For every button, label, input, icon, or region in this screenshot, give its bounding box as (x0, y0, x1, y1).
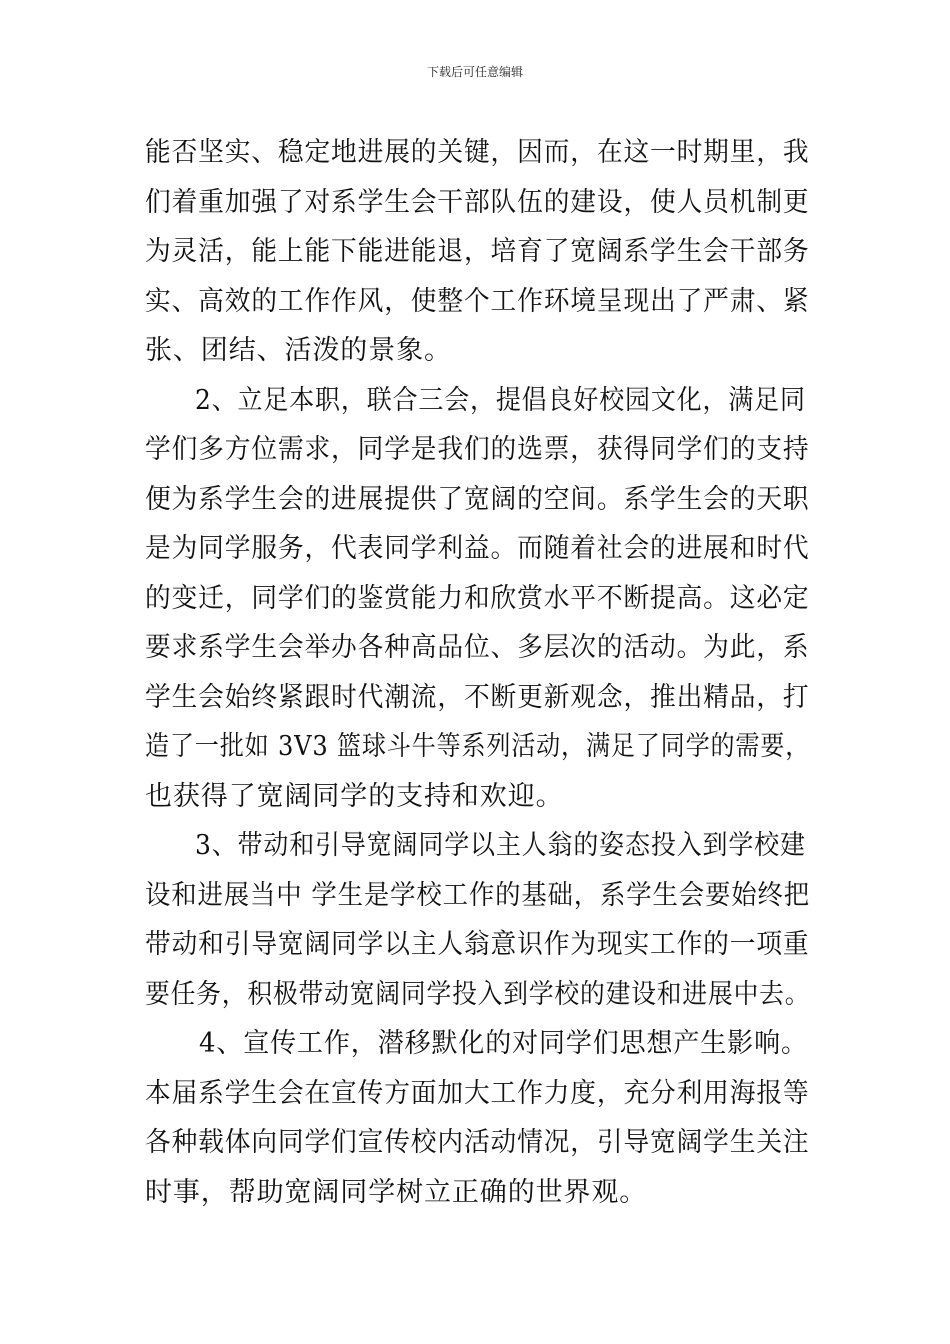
text-line: 张、团结、活泼的景象。 (145, 335, 452, 366)
text-line: 也获得了宽阔同学的支持和欢迎。 (145, 780, 564, 812)
page-header-note: 下载后可任意编辑 (426, 65, 523, 79)
text-line: 要任务，积极带动宽阔同学投入到学校的建设和进展中去。 (145, 978, 811, 1010)
text-line: 本届系学生会在宣传方面加大工作力度，充分利用海报等 (145, 1077, 810, 1109)
text-line: 学生会始终紧跟时代潮流，不断更新观念，推出精品，打 (145, 681, 810, 713)
text-line: 造了一批如 3V3 篮球斗牛等系列活动，满足了同学的需要， (145, 731, 811, 762)
text-line: 时事，帮助宽阔同学树立正确的世界观。 (145, 1176, 648, 1208)
text-line: 带动和引导宽阔同学以主人翁意识作为现实工作的一项重 (145, 929, 810, 960)
text-line: 能否坚实、稳定地进展的关键，因而，在这一时期里，我 (145, 137, 810, 168)
text-line: 的变迁，同学们的鉴赏能力和欣赏水平不断提高。这必定 (145, 582, 810, 614)
text-line: 要求系学生会举办各种高品位、多层次的活动。为此，系 (145, 632, 810, 663)
paragraph-4-first-line: 4、宣传工作，潜移默化的对同学们思想产生影响。 (198, 1028, 808, 1059)
text-line: 便为系学生会的进展提供了宽阔的空间。系学生会的天职 (145, 483, 810, 515)
text-line: 设和进展当中 学生是学校工作的基础，系学生会要始终把 (145, 879, 810, 911)
paragraph-2-first-line: 2、立足本职，联合三会，提倡良好校园文化，满足同 (194, 384, 806, 416)
text-line: 们着重加强了对系学生会干部队伍的建设，使人员机制更 (145, 186, 810, 218)
text-line: 实、高效的工作作风，使整个工作环境呈现出了严肃、紧 (145, 285, 810, 317)
paragraph-3-first-line: 3、带动和引导宽阔同学以主人翁的姿态投入到学校建 (194, 830, 806, 861)
text-line: 学们多方位需求，同学是我们的选票，获得同学们的支持 (145, 434, 810, 465)
text-line: 为灵活，能上能下能进能退，培育了宽阔系学生会干部务 (145, 236, 810, 267)
document-body (145, 128, 810, 1217)
text-line: 是为同学服务，代表同学利益。而随着社会的进展和时代 (145, 533, 810, 564)
text-line: 各种载体向同学们宣传校内活动情况，引导宽阔学生关注 (145, 1127, 810, 1158)
